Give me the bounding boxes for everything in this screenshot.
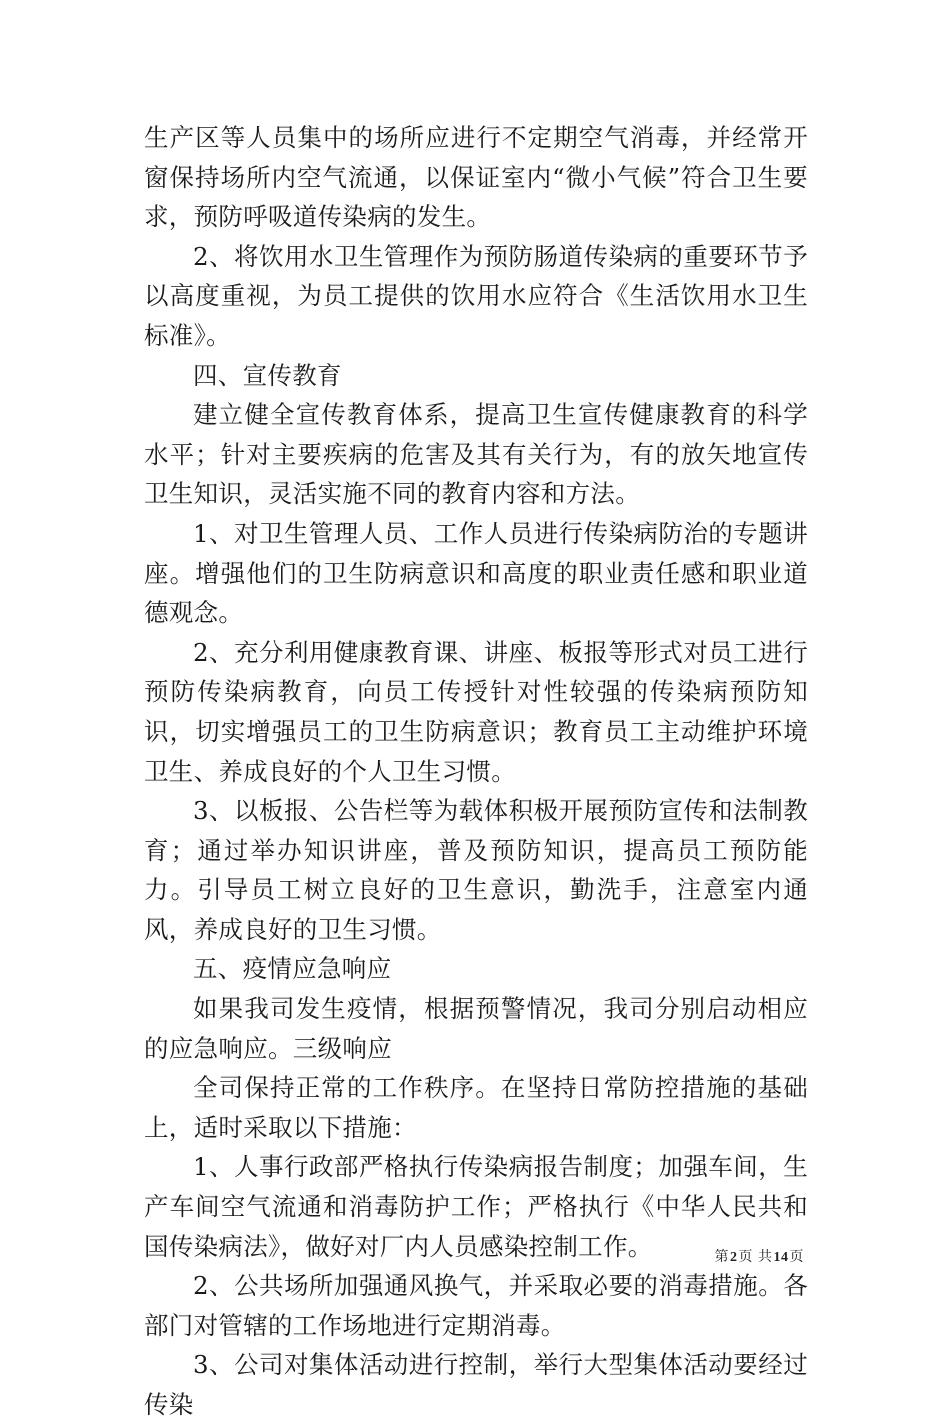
document-body	[144, 118, 808, 1425]
footer-prefix: 第	[714, 1249, 730, 1265]
paragraph: 全司保持正常的工作秩序。在坚持日常防控措施的基础上，适时采取以下措施：	[144, 1073, 808, 1142]
paragraph: 2、公共场所加强通风换气，并采取必要的消毒措施。各部门对管辖的工作场地进行定期消毒。	[144, 1271, 808, 1340]
paragraph: 3、以板报、公告栏等为载体积极开展预防宣传和法制教育；通过举办知识讲座，普及预防知识，提高员工预防能力。引导员工树立良好的卫生意识，勤洗手，注意室内通风，养成良好的卫生习惯。	[144, 796, 808, 944]
current-page-number: 2	[730, 1250, 738, 1265]
page-number-footer	[715, 1246, 804, 1266]
footer-middle: 页 共	[738, 1249, 773, 1265]
paragraph: 2、将饮用水卫生管理作为预防肠道传染病的重要环节予以高度重视，为员工提供的饮用水应符合《生活饮用水卫生标准》。	[144, 241, 808, 350]
paragraph: 3、公司对集体活动进行控制，举行大型集体活动要经过传染	[144, 1350, 808, 1419]
paragraph: 生产区等人员集中的场所应进行不定期空气消毒，并经常开窗保持场所内空气流通，以保证室内“微小气候”符合卫生要求，预防呼吸道传染病的发生。	[144, 123, 808, 232]
paragraph: 1、人事行政部严格执行传染病报告制度；加强车间，生产车间空气流通和消毒防护工作；严格执行《中华人民共和国传染病法》，做好对厂内人员感染控制工作。	[144, 1152, 808, 1261]
paragraph: 如果我司发生疫情，根据预警情况，我司分别启动相应的应急响应。三级响应	[144, 994, 808, 1063]
section-heading: 五、疫情应急响应	[193, 954, 392, 984]
total-page-count: 14	[773, 1250, 789, 1265]
section-heading: 四、宣传教育	[193, 360, 342, 390]
paragraph: 2、充分利用健康教育课、讲座、板报等形式对员工进行预防传染病教育，向员工传授针对性较强的传染病预防知识，切实增强员工的卫生防病意识；教育员工主动维护环境卫生、养成良好的个人卫生习惯。	[144, 637, 808, 786]
paragraph: 建立健全宣传教育体系，提高卫生宣传健康教育的科学水平；针对主要疾病的危害及其有关行为，有的放矢地宣传卫生知识，灵活实施不同的教育内容和方法。	[144, 400, 808, 509]
footer-suffix: 页	[789, 1249, 804, 1265]
paragraph: 1、对卫生管理人员、工作人员进行传染病防治的专题讲座。增强他们的卫生防病意识和高度的职业责任感和职业道德观念。	[144, 518, 808, 628]
